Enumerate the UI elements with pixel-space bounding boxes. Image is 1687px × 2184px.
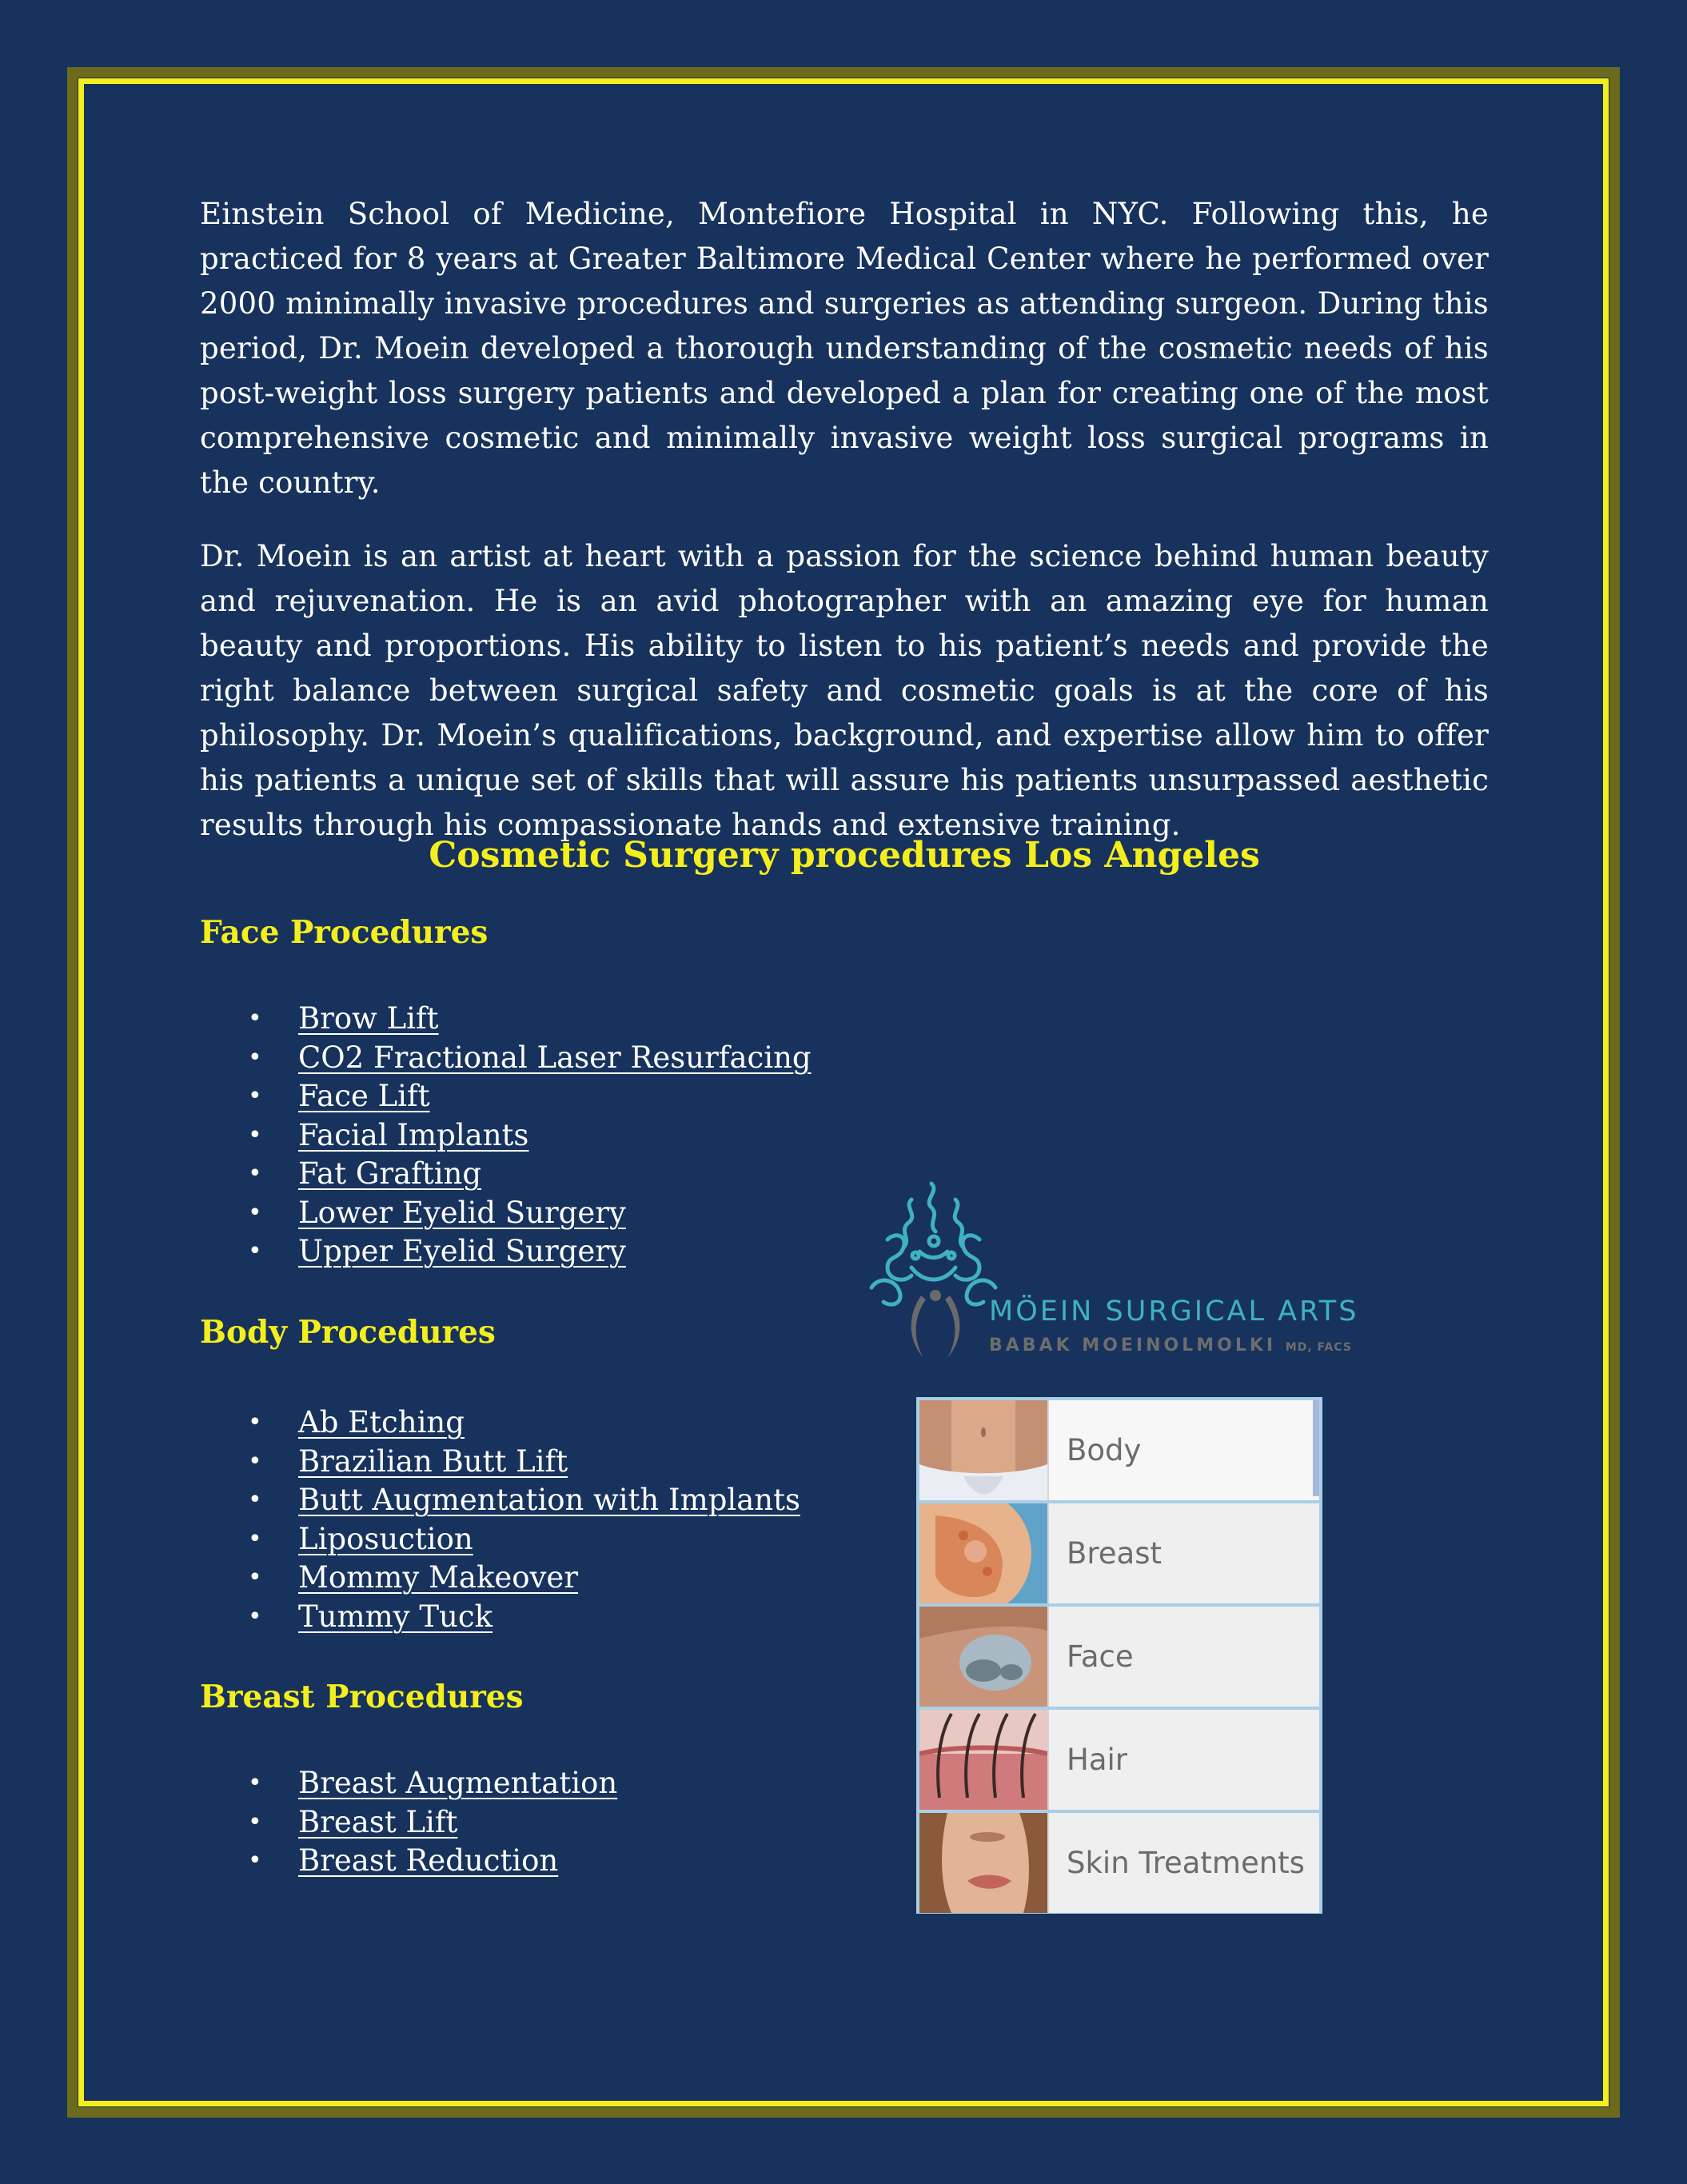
list-item (200, 1598, 800, 1637)
logo-doctor (989, 1336, 1352, 1356)
bullet-icon: • (248, 1524, 262, 1553)
bullet-icon: • (248, 1408, 262, 1436)
link-face-lift[interactable]: Face Lift (298, 1079, 430, 1113)
link-tummy-tuck[interactable]: Tummy Tuck (298, 1599, 493, 1634)
link-breast-reduction[interactable]: Breast Reduction (298, 1843, 559, 1878)
link-breast-augmentation[interactable]: Breast Augmentation (298, 1766, 618, 1800)
link-facial-implants[interactable]: Facial Implants (298, 1117, 529, 1152)
list-item (200, 1443, 800, 1482)
category-menu (916, 1397, 1322, 1914)
list-item (200, 1481, 800, 1520)
page-title: Cosmetic Surgery procedures Los Angeles (429, 835, 1260, 876)
bullet-icon: • (248, 1160, 262, 1188)
link-lower-eyelid[interactable]: Lower Eyelid Surgery (298, 1195, 626, 1230)
category-label-face: Face (1067, 1639, 1134, 1674)
link-fat-grafting[interactable]: Fat Grafting (298, 1156, 482, 1191)
bullet-icon: • (248, 1486, 262, 1514)
link-breast-lift[interactable]: Breast Lift (298, 1804, 458, 1839)
face-thumbnail-icon (919, 1607, 1047, 1707)
category-item-breast[interactable] (919, 1503, 1319, 1603)
bullet-icon: • (248, 1807, 262, 1836)
list-item (200, 1116, 812, 1156)
bullet-icon: • (248, 1043, 262, 1072)
bio-paragraph-1: Einstein School of Medicine, Montefiore Hospital in NYC. Following this, he practiced for 8 years at Greater Baltimore Medical Center where he performed over 2000 minimally invasive procedures and surgeries as attending surgeon. During this period, Dr. Moein developed a thorough understanding of the cosmetic needs of his post-weight loss surgery patients and developed a plan for creating one of the most comprehensive cosmetic and minimally invasive weight loss surgical programs in the country. (200, 197, 1489, 500)
category-label-body: Body (1067, 1433, 1142, 1467)
bullet-icon: • (248, 1602, 262, 1631)
skin-thumbnail-icon (919, 1813, 1047, 1913)
link-ab-etching[interactable]: Ab Etching (298, 1405, 465, 1439)
link-liposuction[interactable]: Liposuction (298, 1521, 473, 1556)
list-item (200, 1559, 800, 1598)
body-procedures-list (200, 1403, 800, 1636)
body-procedures-heading: Body Procedures (200, 1314, 496, 1351)
bullet-icon: • (248, 1563, 262, 1591)
face-procedures-list (200, 1000, 812, 1272)
link-brazilian-butt-lift[interactable]: Brazilian Butt Lift (298, 1443, 568, 1479)
bullet-icon: • (248, 1004, 262, 1032)
list-item (200, 1194, 812, 1233)
bullet-icon: • (248, 1198, 262, 1227)
category-item-face[interactable] (919, 1607, 1319, 1707)
list-item (200, 1232, 812, 1272)
category-label-hair: Hair (1067, 1743, 1127, 1777)
breast-thumbnail-icon (919, 1503, 1047, 1603)
bullet-icon: • (248, 1120, 262, 1149)
list-item (200, 1520, 800, 1559)
breast-procedures-list (200, 1764, 617, 1881)
bio-text (200, 192, 1489, 848)
link-butt-augmentation[interactable]: Butt Augmentation with Implants (298, 1483, 800, 1517)
link-upper-eyelid[interactable]: Upper Eyelid Surgery (298, 1234, 626, 1268)
list-item (200, 1077, 812, 1116)
body-thumbnail-icon (919, 1400, 1047, 1500)
category-label-skin-treatments: Skin Treatments (1067, 1846, 1305, 1880)
category-item-hair[interactable] (919, 1710, 1319, 1810)
bullet-icon: • (248, 1447, 262, 1475)
logo-doctor-name: BABAK MOEINOLMOLKI (989, 1336, 1277, 1356)
list-item (200, 1803, 617, 1843)
category-item-body[interactable] (919, 1400, 1319, 1500)
category-label-breast: Breast (1067, 1536, 1163, 1571)
bio-paragraph-2: Dr. Moein is an artist at heart with a passion for the science behind human beauty and rejuvenation. He is an avid photographer with an amazing eye for human beauty and proportions. His ability to listen to his patient’s needs and provide the right balance between surgical safety and cosmetic goals is at the core of his philosophy. Dr. Moein’s qualifications, background, and expertise allow him to offer his patients a unique set of skills that will assure his patients unsurpassed aesthetic results through his compassionate hands and extensive training. (200, 539, 1489, 842)
bullet-icon: • (248, 1769, 262, 1797)
list-item (200, 1842, 617, 1881)
link-co2-laser[interactable]: CO2 Fractional Laser Resurfacing (298, 1040, 812, 1075)
logo-name: MÖEIN SURGICAL ARTS (989, 1296, 1359, 1328)
logo-credentials: MD, FACS (1285, 1341, 1352, 1354)
breast-procedures-heading: Breast Procedures (200, 1679, 524, 1715)
list-item (200, 1155, 812, 1194)
bullet-icon: • (248, 1082, 262, 1110)
face-procedures-heading: Face Procedures (200, 914, 489, 951)
hair-thumbnail-icon (919, 1710, 1047, 1810)
link-mommy-makeover[interactable]: Mommy Makeover (298, 1560, 579, 1595)
category-item-skin-treatments[interactable] (919, 1813, 1319, 1913)
link-brow-lift[interactable]: Brow Lift (298, 1001, 439, 1036)
list-item (200, 1039, 812, 1078)
list-item (200, 1403, 800, 1443)
bullet-icon: • (248, 1237, 262, 1265)
moein-surgical-arts-logo (863, 1176, 1375, 1367)
scroll-indicator (1313, 1400, 1319, 1496)
bullet-icon: • (248, 1847, 262, 1875)
list-item (200, 1764, 617, 1803)
list-item (200, 1000, 812, 1039)
